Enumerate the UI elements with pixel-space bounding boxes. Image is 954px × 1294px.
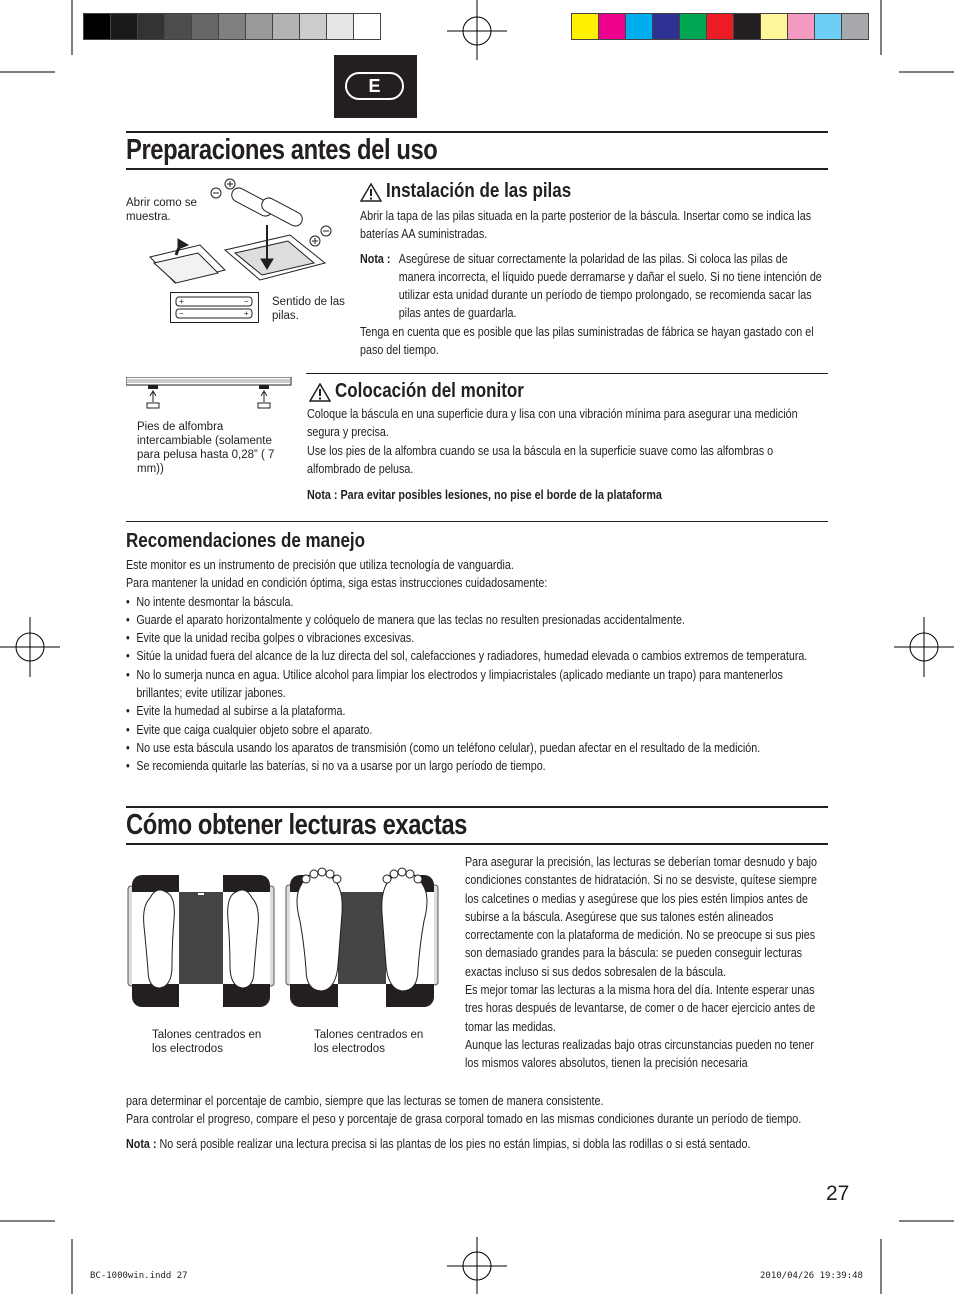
monitor-para1: Coloque la báscula en una superficie dura y lisa con una vibración mínima para asegurar una medición segura y precisa. (307, 407, 798, 440)
readings-note-text: No será posible realizar una lectura precisa si las plantas de los pies no están limpias, si dobla las rodillas o si está sentado. (159, 1136, 751, 1151)
carpet-feet-label: Pies de alfombra intercambiable (solamente para pelusa hasta 0,28” ( 7 mm)) (137, 421, 275, 475)
readings-full-text (126, 1092, 831, 1153)
handling-intro1: Este monitor es un instrumento de precisión que utiliza tecnología de vanguardia. (126, 558, 514, 572)
footer-file: BC-1000win.indd 27 (90, 1271, 188, 1281)
svg-text:−: − (244, 297, 249, 306)
battery-para2: Tenga en cuenta que es posible que las pilas suministradas de fábrica se hayan gastado con el paso del tiempo. (360, 324, 814, 358)
monitor-note: Nota : Para evitar posibles lesiones, no pise el borde de la plataforma (307, 488, 662, 503)
battery-figure-label-open: Abrir como se muestra. (126, 197, 197, 223)
battery-text (360, 207, 824, 359)
svg-text:+: + (244, 309, 249, 318)
readings-para1: Para asegurar la precisión, las lecturas se deberían tomar desnudo y bajo condiciones constantes de hidratación. Si no se desviste, quítese siempre los calcetines o medias y asegúrese que los pies estén limpios antes de subirse a la báscula. Asegúrese que sus talones estén alineados correctamente con la plataforma de medición. No se preocupe si sus pies son demasiado grandes para la báscula: se pueden conseguir lecturas exactas incluso si sus dedos sobresalen de la báscula. (465, 855, 817, 979)
battery-direction-icon (170, 292, 260, 324)
readings-column-text (465, 853, 826, 1073)
section-title-preparations: Preparaciones antes del uso (126, 134, 438, 166)
battery-heading: Instalación de las pilas (386, 180, 572, 202)
svg-text:−: − (179, 309, 184, 318)
list-item: • Evite que caiga cualquier objeto sobre el aparato. (126, 721, 831, 739)
scale-feet-illustration-small (126, 870, 276, 1010)
list-item: • No use esta báscula usando los aparatos de transmisión (como un teléfono celular), puedan afectar en el resultado de la medición. (126, 739, 831, 757)
list-item: • Evite que la unidad reciba golpes o vibraciones excesivas. (126, 629, 831, 647)
battery-figure-label-direction: Sentido de las pilas. (272, 296, 345, 322)
list-item: • Sitúe la unidad fuera del alcance de la luz directa del sol, calefacciones y radiadores, humedad elevada o cambios extremos de temperatura. (126, 647, 831, 665)
list-item: • Se recomienda quitarle las baterías, si no va a usarse por un largo período de tiempo. (126, 757, 831, 775)
battery-note-label: Nota : (360, 251, 391, 266)
readings-para5: Para controlar el progreso, compare el peso y porcentaje de grasa corporal tomado en las mismas condiciones durante un período de tiempo. (126, 1112, 802, 1127)
section-title-accurate-readings: Cómo obtener lecturas exactas (126, 809, 467, 841)
handling-list (126, 593, 831, 776)
readings-para3: Aunque las lecturas realizadas bajo otras circunstancias pueden no tener los mismos valores absolutos, tienen la precisión necesaria (465, 1037, 814, 1071)
readings-para4: para determinar el porcentaje de cambio, siempre que las lecturas se tomen de manera consistente. (126, 1094, 604, 1108)
list-item: • No intente desmontar la báscula. (126, 593, 831, 611)
handling-heading: Recomendaciones de manejo (126, 530, 366, 552)
list-item: • No lo sumerja nunca en agua. Utilice alcohol para limpiar los electrodos y limpiacristales (aplicado mediante un trapo) para mantenerlos brillantes; evite utilizar jabones. (126, 666, 831, 703)
handling-text (126, 556, 831, 776)
footer-date: 2010/04/26 19:39:48 (760, 1271, 863, 1281)
page-number: 27 (826, 1182, 850, 1205)
warning-icon (309, 383, 331, 402)
language-tab (334, 55, 417, 118)
svg-text:+: + (179, 297, 184, 306)
language-letter: E (368, 76, 381, 96)
warning-icon (360, 183, 382, 202)
monitor-heading: Colocación del monitor (335, 380, 524, 402)
caption-left: Talones centrados en los electrodos (152, 1029, 262, 1055)
list-item: • Guarde el aparato horizontalmente y colóquelo de manera que las teclas no resulten presionadas accidentalmente. (126, 611, 831, 629)
monitor-text (307, 405, 823, 504)
carpet-feet-illustration (126, 377, 294, 417)
handling-intro2: Para mantener la unidad en condición óptima, siga estas instrucciones cuidadosamente: (126, 576, 548, 591)
battery-para1: Abrir la tapa de las pilas situada en la parte posterior de la báscula. Insertar como se indica las baterías AA suministradas. (360, 209, 812, 242)
language-badge (345, 72, 404, 100)
scale-feet-illustration-large (284, 865, 440, 1011)
battery-note-text: Asegúrese de situar correctamente la polaridad de las pilas. Si coloca las pilas de manera incorrecta, el líquido puede derramarse y dañar el suelo. Si no tiene intención de utilizar esta unidad durante un período de tiempo prolongado, se recomienda sacar las pilas antes de guardarla. (398, 251, 822, 321)
readings-note-label: Nota : (126, 1136, 157, 1151)
list-item: • Evite la humedad al subirse a la plataforma. (126, 702, 831, 720)
readings-para2: Es mejor tomar las lecturas a la misma hora del día. Intente esperar unas tres horas después de levantarse, de comer o de hacer ejercicio antes de tomar las medidas. (465, 983, 816, 1034)
monitor-para2: Use los pies de la alfombra cuando se usa la báscula en la superficie suave como las alfombras o alfombrado de pelusa. (307, 443, 774, 476)
caption-right: Talones centrados en los electrodos (314, 1029, 424, 1055)
